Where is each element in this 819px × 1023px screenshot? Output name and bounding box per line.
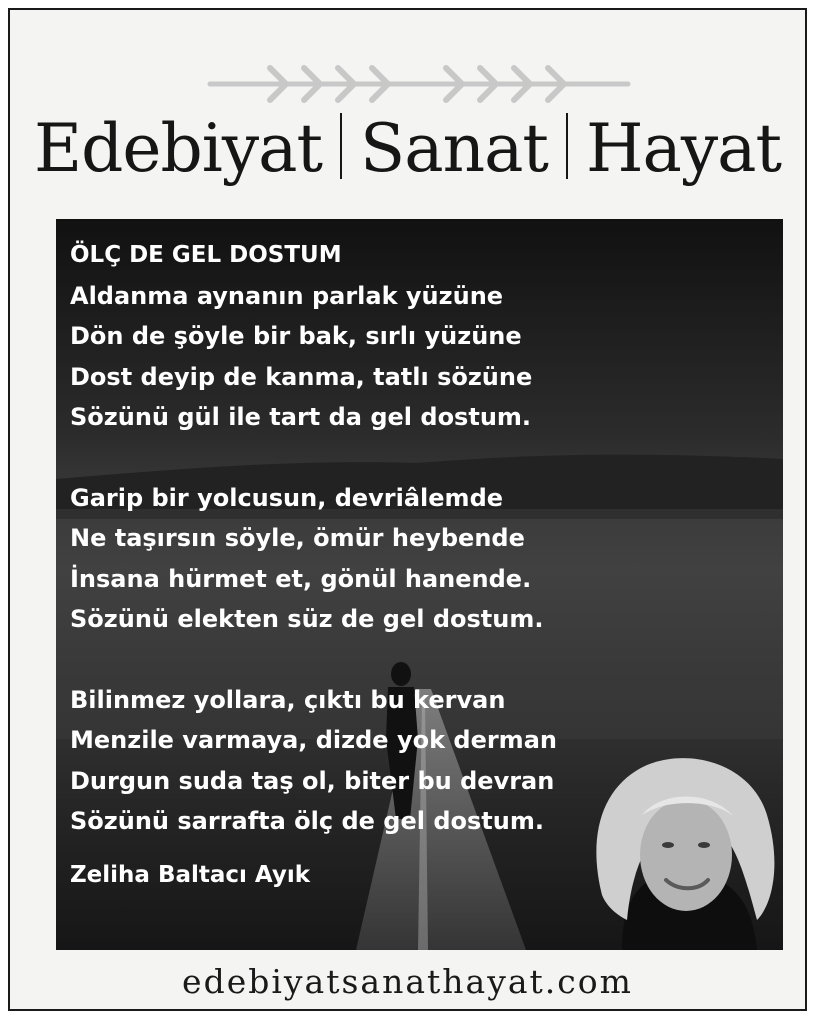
laurel-arrow-ornament-icon [200,62,638,106]
author-portrait [582,745,783,950]
poem-author: Zeliha Baltacı Ayık [70,862,311,888]
poem-line: Garip bir yolcusun, devriâlemde [70,483,504,512]
poem-line: Durgun suda taş ol, biter bu devran [70,766,555,795]
poem-line: Ne taşırsın söyle, ömür heybende [70,524,525,552]
brand-part-sanat: Sanat [360,110,548,187]
poem-line: Bilinmez yollara, çıktı bu kervan [70,685,506,714]
poem-text [70,235,557,842]
poem-line: Sözünü elekten süz de gel dostum. [70,605,544,633]
poem-line: Sözünü sarrafta ölç de gel dostum. [70,807,544,835]
website-url: edebiyatsanathayat.com [182,962,633,1001]
poem-line: Dost deyip de kanma, tatlı sözüne [70,362,533,391]
brand-part-edebiyat: Edebiyat [33,110,322,187]
brand-part-hayat: Hayat [585,110,782,187]
stanza-gap [70,438,557,478]
stanza-gap [70,640,557,680]
brand-separator [566,113,568,179]
brand-separator [340,113,342,179]
poster-frame [8,8,807,1011]
poem-line: İnsana hürmet et, gönül hanende. [70,564,532,593]
poem-line: Dön de şöyle bir bak, sırlı yüzüne [70,322,522,350]
poem-line: Aldanma aynanın parlak yüzüne [70,281,504,310]
poem-title: ÖLÇ DE GEL DOSTUM [70,242,342,268]
poem-line: Menzile varmaya, dizde yok derman [70,726,557,754]
poem-line: Sözünü gül ile tart da gel dostum. [70,403,532,431]
brand-title [10,110,805,187]
poem-poster [56,219,783,950]
